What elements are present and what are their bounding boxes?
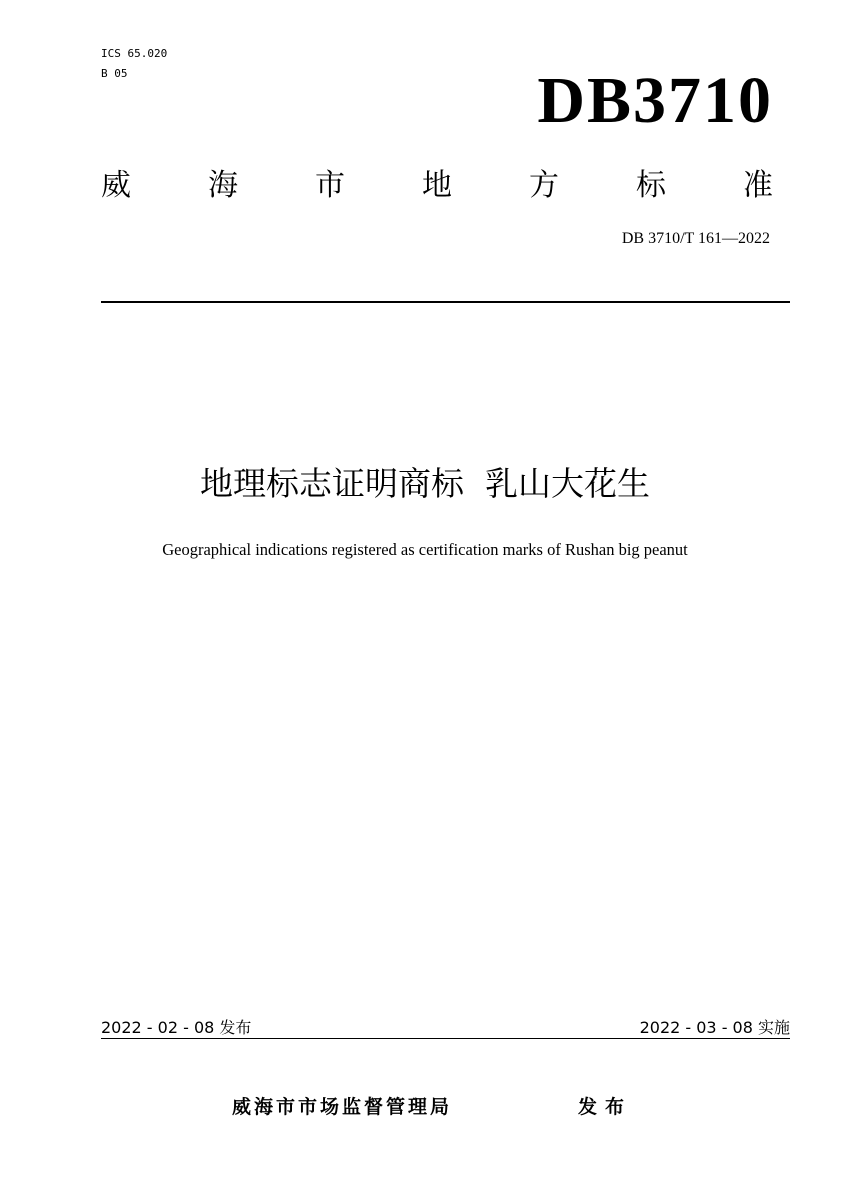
standard-type	[101, 164, 773, 208]
title-english: Geographical indications registered as certification marks of Rushan big peanut	[162, 540, 688, 559]
ics-code: ICS 65.020	[101, 47, 168, 60]
standard-number: DB 3710/T 161—2022	[621, 230, 770, 247]
footer-divider	[101, 1038, 790, 1039]
classification-codes	[101, 44, 167, 84]
standard-type-char: 标	[636, 168, 666, 203]
standard-type-char: 海	[208, 168, 238, 203]
standard-type-char: 方	[529, 168, 559, 203]
db-logo: DB3710	[537, 64, 773, 137]
header-divider	[101, 301, 790, 303]
title-chinese: 地理标志证明商标 乳山大花生	[200, 464, 650, 503]
issue-date: 2022 - 02 - 08 发布	[101, 1018, 252, 1037]
implement-date: 2022 - 03 - 08 实施	[639, 1018, 790, 1037]
standard-type-char: 地	[422, 168, 452, 203]
standard-type-char: 市	[315, 168, 345, 203]
standard-type-char: 威	[101, 168, 131, 203]
issuing-authority: 威海市市场监督管理局	[232, 1096, 453, 1118]
issue-label: 发布	[578, 1096, 633, 1118]
ccs-code: B 05	[101, 67, 128, 80]
standard-type-char: 准	[743, 168, 773, 203]
